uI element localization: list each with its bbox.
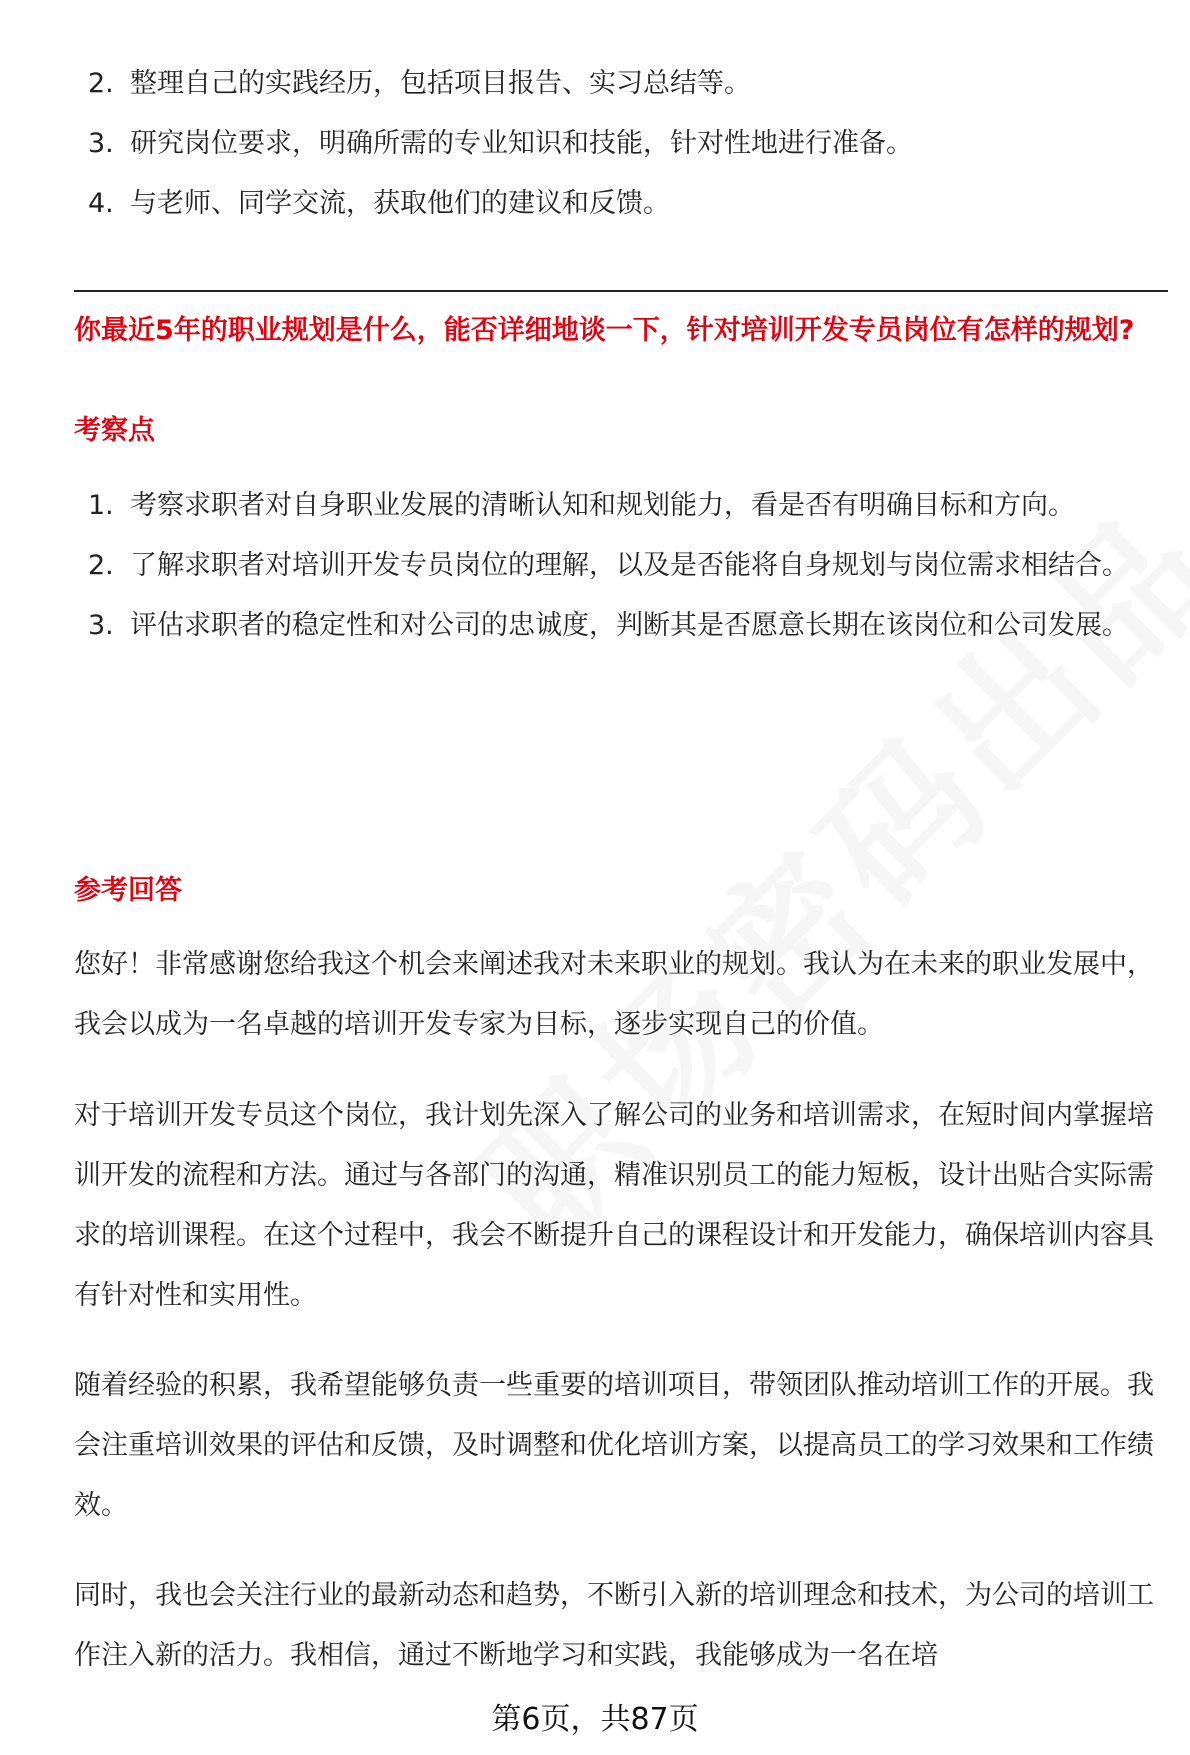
question-heading: 你最近5年的职业规划是什么，能否详细地谈一下，针对培训开发专员岗位有怎样的规划? [74, 315, 1135, 346]
list-item [88, 174, 1168, 234]
list-number: 2. [88, 68, 114, 99]
list-item [88, 114, 1168, 174]
preparation-list [88, 54, 1168, 234]
list-text: 考察求职者对自身职业发展的清晰认知和规划能力，看是否有明确目标和方向。 [130, 490, 1075, 521]
answer-heading: 参考回答 [74, 875, 182, 906]
list-item [88, 536, 1168, 596]
list-text: 整理自己的实践经历，包括项目报告、实习总结等。 [130, 68, 751, 99]
list-item [88, 596, 1168, 656]
list-number: 2. [88, 550, 114, 581]
list-text: 评估求职者的稳定性和对公司的忠诚度，判断其是否愿意长期在该岗位和公司发展。 [130, 610, 1129, 641]
list-number: 4. [88, 188, 114, 219]
list-text: 与老师、同学交流，获取他们的建议和反馈。 [130, 188, 670, 219]
answer-paragraph: 对于培训开发专员这个岗位，我计划先深入了解公司的业务和培训需求，在短时间内掌握培训开发的流程和方法。通过与各部门的沟通，精准识别员工的能力短板，设计出贴合实际需求的培训课程。在这个过程中，我会不断提升自己的课程设计和开发能力，确保培训内容具有针对性和实用性。 [74, 1100, 1154, 1311]
answer-paragraph: 同时，我也会关注行业的最新动态和趋势，不断引入新的培训理念和技术，为公司的培训工作注入新的活力。我相信，通过不断地学习和实践，我能够成为一名在培 [74, 1580, 1154, 1671]
focus-list [88, 476, 1168, 656]
list-number: 3. [88, 128, 114, 159]
focus-heading: 考察点 [74, 415, 155, 446]
list-item [88, 54, 1168, 114]
list-item [88, 476, 1168, 536]
list-number: 3. [88, 610, 114, 641]
list-text: 了解求职者对培训开发专员岗位的理解，以及是否能将自身规划与岗位需求相结合。 [130, 550, 1129, 581]
list-number: 1. [88, 490, 114, 521]
answer-paragraph: 随着经验的积累，我希望能够负责一些重要的培训项目，带领团队推动培训工作的开展。我会注重培训效果的评估和反馈，及时调整和优化培训方案，以提高员工的学习效果和工作绩效。 [74, 1370, 1154, 1521]
answer-paragraph: 您好！非常感谢您给我这个机会来阐述我对未来职业的规划。我认为在未来的职业发展中，我会以成为一名卓越的培训开发专家为目标，逐步实现自己的价值。 [74, 949, 1154, 1040]
section-divider [74, 290, 1168, 292]
page-number-footer: 第6页，共87页 [491, 1702, 699, 1737]
list-text: 研究岗位要求，明确所需的专业知识和技能，针对性地进行准备。 [130, 128, 913, 159]
